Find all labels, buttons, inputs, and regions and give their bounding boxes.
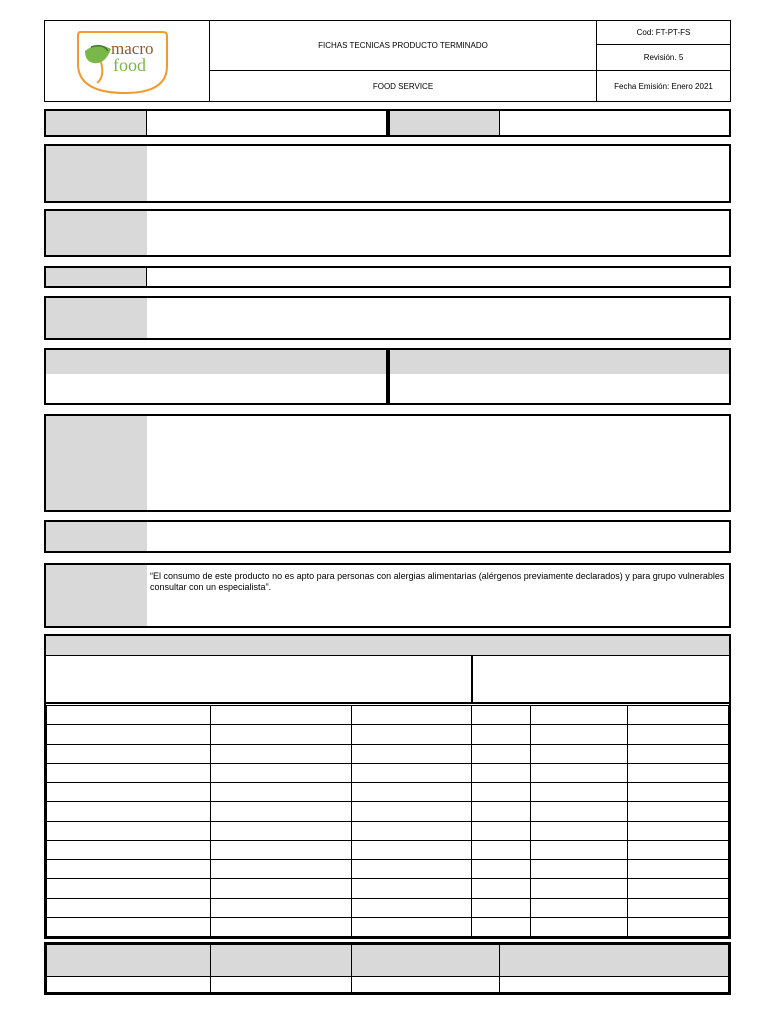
field-label-cell: [390, 111, 500, 135]
field-value-cell[interactable]: [147, 416, 729, 510]
field-row-3: [44, 209, 731, 257]
bottom-header-cell: [351, 945, 500, 977]
table-cell[interactable]: [351, 783, 472, 802]
table-cell[interactable]: [628, 783, 729, 802]
table-cell[interactable]: [472, 917, 531, 936]
table-cell[interactable]: [531, 860, 628, 879]
form-title: FICHAS TECNICAS PRODUCTO TERMINADO: [210, 21, 597, 71]
table-cell[interactable]: [472, 898, 531, 917]
document-revision: Revisión. 5: [597, 45, 730, 71]
bottom-header-cell: [500, 945, 729, 977]
table-cell[interactable]: [531, 879, 628, 898]
table-row: [47, 840, 729, 859]
field-label-cell: [46, 298, 147, 338]
table-cell[interactable]: [47, 763, 211, 782]
table-header-left: [46, 656, 473, 704]
issue-date: Fecha Emisión: Enero 2021: [614, 81, 713, 91]
data-table-section: [44, 634, 731, 939]
table-row: [47, 821, 729, 840]
table-cell[interactable]: [472, 879, 531, 898]
table-cell[interactable]: [531, 763, 628, 782]
field-box-left: [44, 348, 388, 405]
table-cell[interactable]: [472, 725, 531, 744]
table-cell[interactable]: [351, 840, 472, 859]
table-cell[interactable]: [472, 783, 531, 802]
table-cell[interactable]: [210, 821, 351, 840]
table-row: [47, 860, 729, 879]
field-row-4: [44, 266, 731, 288]
table-cell[interactable]: [472, 802, 531, 821]
allergen-row: [44, 563, 731, 628]
table-cell[interactable]: [351, 879, 472, 898]
bottom-value-cell[interactable]: [351, 977, 500, 993]
table-cell[interactable]: [531, 840, 628, 859]
bottom-value-cell[interactable]: [500, 977, 729, 993]
field-value-cell[interactable]: [500, 111, 729, 135]
bottom-value-cell[interactable]: [210, 977, 351, 993]
bottom-header-cell: [47, 945, 211, 977]
form-subtitle: FOOD SERVICE: [210, 71, 597, 101]
table-cell[interactable]: [472, 840, 531, 859]
table-title-bar: [46, 636, 729, 656]
table-cell[interactable]: [531, 783, 628, 802]
field-label-cell: [46, 522, 147, 551]
field-label-cell: [46, 416, 147, 510]
table-cell[interactable]: [210, 725, 351, 744]
table-cell[interactable]: [47, 917, 211, 936]
table-cell[interactable]: [531, 706, 628, 725]
field-row-1-right: [388, 109, 731, 137]
table-cell[interactable]: [472, 706, 531, 725]
field-value-cell[interactable]: [147, 211, 729, 255]
table-cell[interactable]: [47, 802, 211, 821]
bottom-section: [44, 942, 731, 995]
document-header: [44, 20, 731, 102]
data-table: [46, 705, 729, 937]
bottom-header-row: [47, 945, 729, 977]
document-code: Cod: FT-PT-FS: [597, 21, 730, 45]
table-cell[interactable]: [628, 860, 729, 879]
field-value-cell[interactable]: [147, 146, 729, 201]
table-cell[interactable]: [210, 783, 351, 802]
field-label-cell: [46, 565, 147, 626]
table-cell[interactable]: [351, 763, 472, 782]
svg-text:food: food: [113, 55, 146, 75]
table-cell[interactable]: [47, 783, 211, 802]
table-cell[interactable]: [531, 821, 628, 840]
field-row-1-left: [44, 109, 388, 137]
field-label-cell: [46, 211, 147, 255]
table-row: [47, 763, 729, 782]
table-row: [47, 783, 729, 802]
logo-cell: [45, 21, 210, 101]
field-row-8: [44, 520, 731, 553]
table-row: [47, 802, 729, 821]
field-box-right: [388, 348, 731, 405]
table-cell[interactable]: [351, 744, 472, 763]
table-cell[interactable]: [351, 706, 472, 725]
table-cell[interactable]: [531, 917, 628, 936]
field-value-cell[interactable]: [147, 298, 729, 338]
field-label-cell: [46, 146, 147, 201]
table-cell[interactable]: [210, 898, 351, 917]
bottom-table: [46, 944, 729, 993]
table-cell[interactable]: [351, 802, 472, 821]
field-row-2: [44, 144, 731, 203]
table-cell[interactable]: [351, 860, 472, 879]
table-cell[interactable]: [628, 821, 729, 840]
field-value-cell[interactable]: [147, 522, 729, 551]
table-cell[interactable]: [210, 917, 351, 936]
bottom-header-cell: [210, 945, 351, 977]
table-cell[interactable]: [47, 860, 211, 879]
table-cell[interactable]: [628, 840, 729, 859]
allergen-notice-text: “El consumo de este producto no es apto para personas con alergias alimentarias (alérgenos previamente declarados) y para grupo vulnerables consultar con un especialista”.: [150, 571, 725, 592]
table-row: [47, 706, 729, 725]
table-row: [47, 879, 729, 898]
field-row-5: [44, 296, 731, 340]
table-cell[interactable]: [472, 763, 531, 782]
table-cell[interactable]: [210, 744, 351, 763]
field-value-cell[interactable]: [147, 111, 386, 135]
field-label-cell: [46, 111, 147, 135]
table-cell[interactable]: [210, 802, 351, 821]
table-cell[interactable]: [210, 763, 351, 782]
table-cell[interactable]: [210, 860, 351, 879]
bottom-value-cell[interactable]: [47, 977, 211, 993]
table-cell[interactable]: [531, 725, 628, 744]
table-cell[interactable]: [47, 879, 211, 898]
table-cell[interactable]: [628, 725, 729, 744]
table-cell[interactable]: [472, 821, 531, 840]
table-cell[interactable]: [628, 917, 729, 936]
bottom-value-row: [47, 977, 729, 993]
table-cell[interactable]: [531, 744, 628, 763]
table-cell[interactable]: [351, 917, 472, 936]
table-cell[interactable]: [47, 744, 211, 763]
table-cell[interactable]: [47, 840, 211, 859]
table-cell[interactable]: [351, 725, 472, 744]
field-label-cell: [390, 350, 729, 374]
table-row: [47, 917, 729, 936]
field-label-cell: [46, 268, 147, 286]
table-cell[interactable]: [47, 725, 211, 744]
table-row: [47, 898, 729, 917]
field-value-cell[interactable]: [390, 374, 729, 403]
table-cell[interactable]: [628, 879, 729, 898]
table-header-right: [473, 656, 729, 704]
table-cell[interactable]: [628, 802, 729, 821]
table-row: [47, 744, 729, 763]
table-cell[interactable]: [210, 840, 351, 859]
field-label-cell: [46, 350, 386, 374]
table-cell[interactable]: [628, 763, 729, 782]
field-value-cell[interactable]: [46, 374, 386, 403]
table-cell[interactable]: [351, 898, 472, 917]
table-cell[interactable]: [628, 898, 729, 917]
table-cell[interactable]: [628, 706, 729, 725]
table-cell[interactable]: [472, 860, 531, 879]
table-cell[interactable]: [210, 706, 351, 725]
field-value-cell[interactable]: [147, 268, 729, 286]
table-cell[interactable]: [628, 744, 729, 763]
table-cell[interactable]: [472, 744, 531, 763]
table-row: [47, 725, 729, 744]
field-row-7: [44, 414, 731, 512]
table-cell[interactable]: [531, 898, 628, 917]
macro-food-logo: [45, 21, 210, 101]
table-cell[interactable]: [351, 821, 472, 840]
table-cell[interactable]: [47, 821, 211, 840]
table-cell[interactable]: [47, 898, 211, 917]
table-cell[interactable]: [210, 879, 351, 898]
table-cell[interactable]: [531, 802, 628, 821]
table-cell[interactable]: [47, 706, 211, 725]
svg-text:macro: macro: [111, 39, 154, 58]
